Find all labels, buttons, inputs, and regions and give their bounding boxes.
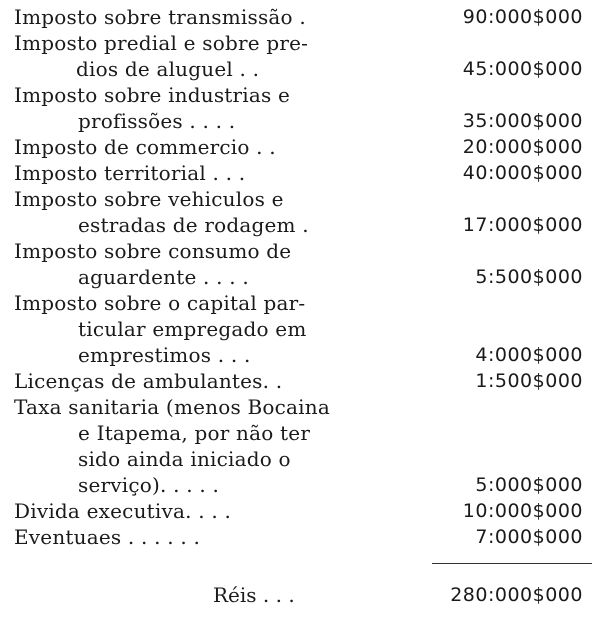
ledger-entry-imposto-capital: [14, 290, 589, 368]
ledger-entry-imposto-commercio: [14, 134, 589, 160]
entry-amount: 35:000$000: [462, 110, 583, 132]
entry-amount: 5:000$000: [475, 474, 583, 496]
entry-label-continuation: ticular empregado em: [78, 317, 307, 341]
entry-amount: 4:000$000: [475, 344, 583, 366]
entry-amount: 10:000$000: [462, 500, 583, 522]
sum-divider-line: [432, 563, 592, 564]
entry-label-continuation: estradas de rodagem .: [78, 213, 309, 237]
entry-amount: 7:000$000: [475, 526, 583, 548]
total-label: Réis . . .: [213, 583, 295, 607]
entry-label: Imposto sobre consumo de: [14, 239, 292, 263]
total-row: [14, 581, 589, 609]
entry-label: Taxa sanitaria (menos Bocaina: [14, 395, 330, 419]
ledger-entry-imposto-aguardente: [14, 238, 589, 290]
entry-label: Licenças de ambulantes. .: [14, 369, 283, 393]
entry-amount: 40:000$000: [462, 162, 583, 184]
ledger-entry-imposto-transmissao: [14, 4, 589, 30]
ledger-entry-imposto-industrias: [14, 82, 589, 134]
entry-amount: 90:000$000: [462, 6, 583, 28]
ledger-entry-eventuaes: [14, 524, 589, 550]
entry-label: Eventuaes . . . . . .: [14, 525, 201, 549]
entry-label: Imposto sobre industrias e: [14, 83, 291, 107]
entry-label-continuation: dios de aluguel . .: [76, 57, 260, 81]
entry-label-continuation: e Itapema, por não ter: [78, 421, 311, 445]
entry-label: Imposto territorial . . .: [14, 161, 246, 185]
entry-label: Divida executiva. . . .: [14, 499, 232, 523]
revenue-table: [14, 4, 589, 550]
ledger-entry-imposto-territorial: [14, 160, 589, 186]
entry-label: Imposto sobre o capital par-: [14, 291, 306, 315]
entry-amount: 5:500$000: [475, 266, 583, 288]
ledger-entry-divida-executiva: [14, 498, 589, 524]
entry-label: Imposto sobre transmissão .: [14, 5, 306, 29]
entry-label-continuation: aguardente . . . .: [78, 265, 249, 289]
total-amount: 280:000$000: [450, 584, 583, 606]
entry-label: Imposto de commercio . .: [14, 135, 276, 159]
entry-label-continuation: profissões . . . .: [78, 109, 236, 133]
entry-amount: 17:000$000: [462, 214, 583, 236]
ledger-entry-imposto-vehiculos: [14, 186, 589, 238]
entry-label: Imposto sobre vehiculos e: [14, 187, 284, 211]
entry-label: Imposto predial e sobre pre-: [14, 31, 309, 55]
entry-label-continuation: serviço). . . . .: [78, 473, 220, 497]
ledger-entry-imposto-predial: [14, 30, 589, 82]
entry-amount: 1:500$000: [475, 370, 583, 392]
entry-label-continuation: emprestimos . . .: [78, 343, 251, 367]
entry-amount: 20:000$000: [462, 136, 583, 158]
ledger-entry-taxa-sanitaria: [14, 394, 589, 498]
ledger-entry-licencas: [14, 368, 589, 394]
entry-label-continuation: sido ainda iniciado o: [78, 447, 291, 471]
entry-amount: 45:000$000: [462, 58, 583, 80]
